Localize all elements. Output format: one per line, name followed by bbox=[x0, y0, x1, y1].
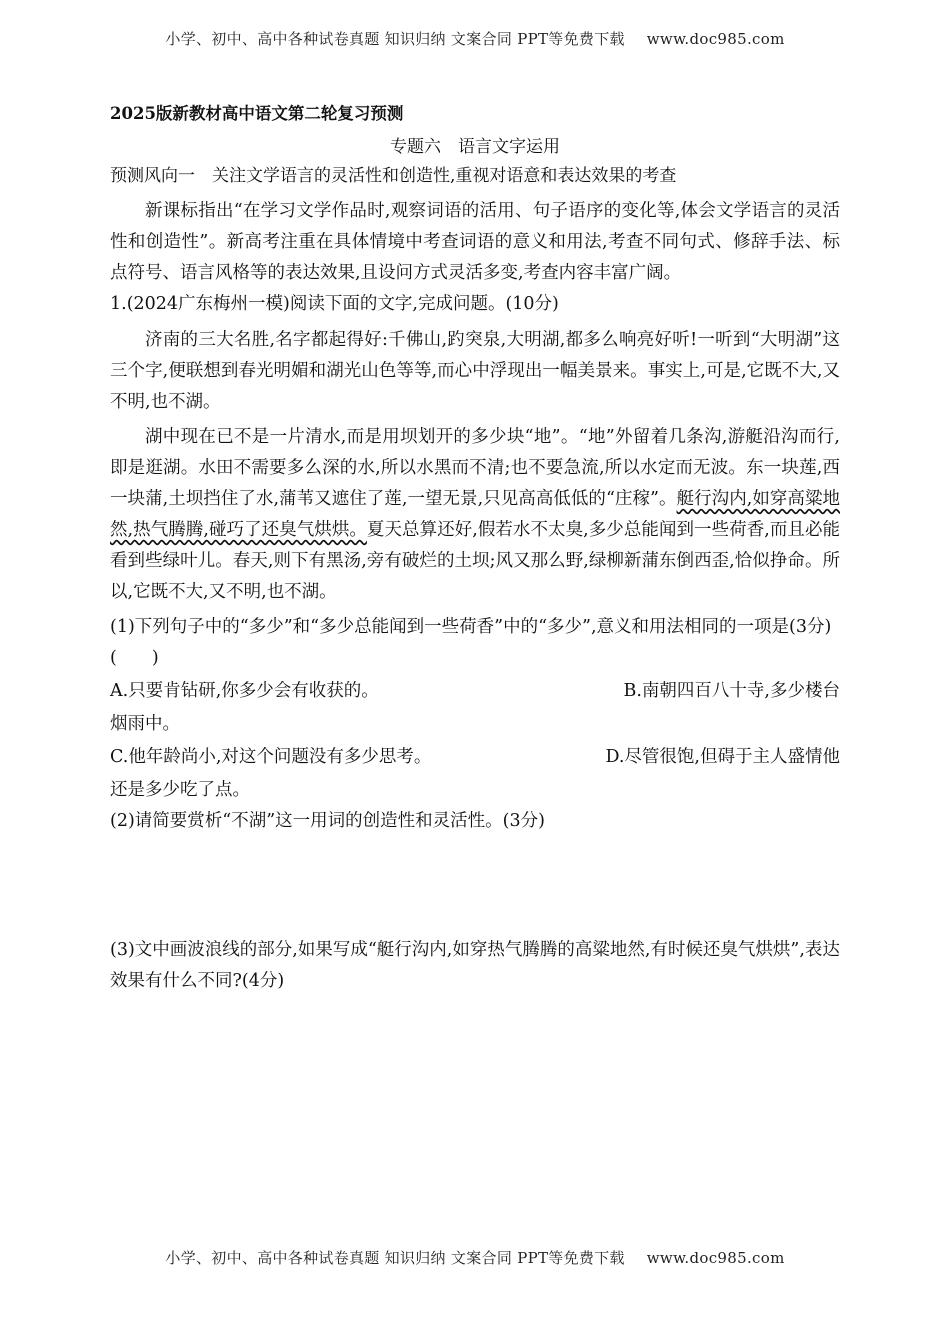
header-site-url[interactable]: www.doc985.com bbox=[646, 30, 785, 48]
passage-paragraph-1: 济南的三大名胜,名字都起得好:千佛山,趵突泉,大明湖,都多么响亮好听!一听到“大明湖”这三个字,便联想到春光明媚和湖光山色等等,而心中浮现出一幅美景来。事实上,可是,它既不大,又不明,也不湖。 bbox=[110, 330, 840, 412]
section-heading: 预测风向一 关注文学语言的灵活性和创造性,重视对语意和表达效果的考查 bbox=[110, 166, 677, 186]
document-title: 2025版新教材高中语文第二轮复习预测 bbox=[110, 104, 404, 123]
sub-question-1: (1)下列句子中的“多少”和“多少总能闻到一些荷香”中的“多少”,意义和用法相同的一项是(3分)( ) bbox=[110, 617, 832, 668]
choice-options bbox=[110, 674, 840, 806]
passage-p2-part-b: 夏天总算还好,假若水不太臭,多少总能闻到一些荷香,而且必能看到些绿叶儿。春天,则下有黑汤,旁有破烂的土坝;风又那么野,绿柳新蒲东倒西歪,恰似挣命。所以,它既不大,又不明,也不湖。 bbox=[110, 520, 841, 602]
option-b[interactable]: B.南朝四百八十寺,多少楼台 bbox=[623, 681, 840, 701]
option-c[interactable]: C.他年龄尚小,对这个问题没有多少思考。 bbox=[110, 747, 432, 767]
wavy-underlined-sentence: 艇行沟内,如穿高粱地然,热气腾腾,碰巧了还臭气烘烘。 bbox=[110, 489, 840, 540]
question-1-stem: 1.(2024广东梅州一模)阅读下面的文字,完成问题。(10分) bbox=[110, 294, 559, 314]
option-d[interactable]: D.尽管很饱,但碍于主人盛情他 bbox=[605, 747, 840, 767]
options-row-ab bbox=[110, 674, 840, 708]
document-body bbox=[110, 102, 840, 997]
page-footer bbox=[0, 1247, 950, 1268]
option-b-continuation: 烟雨中。 bbox=[110, 714, 180, 734]
footer-links-text: 小学、初中、高中各种试卷真题 知识归纳 文案合同 PPT等免费下载 bbox=[165, 1249, 625, 1267]
passage-paragraph-2 bbox=[110, 422, 840, 608]
answer-space-2[interactable] bbox=[110, 837, 840, 935]
options-row-cd bbox=[110, 740, 840, 774]
sub-question-2: (2)请简要赏析“不湖”这一用词的创造性和灵活性。(3分) bbox=[110, 811, 545, 831]
header-links-text: 小学、初中、高中各种试卷真题 知识归纳 文案合同 PPT等免费下载 bbox=[165, 30, 625, 48]
footer-site-url[interactable]: www.doc985.com bbox=[646, 1249, 785, 1267]
sub-question-3: (3)文中画波浪线的部分,如果写成“艇行沟内,如穿热气腾腾的高粱地然,有时候还臭气烘烘”,表达效果有什么不同?(4分) bbox=[110, 940, 840, 991]
option-d-continuation: 还是多少吃了点。 bbox=[110, 780, 250, 800]
passage-p2-part-a: 湖中现在已不是一片清水,而是用坝划开的多少块“地”。“地”外留着几条沟,游艇沿沟而行,即是逛湖。水田不需要多么深的水,所以水黑而不清;也不要急流,所以水定而无波。东一块莲,西一块蒲,土坝挡住了水,蒲苇又遮住了莲,一望无景,只见高高低低的“庄稼”。 bbox=[110, 427, 840, 509]
page-header bbox=[0, 28, 950, 49]
option-a[interactable]: A.只要肯钻研,你多少会有收获的。 bbox=[110, 681, 379, 701]
topic-subtitle: 专题六 语言文字运用 bbox=[390, 137, 560, 157]
reading-passage bbox=[110, 325, 840, 608]
intro-paragraph: 新课标指出“在学习文学作品时,观察词语的活用、句子语序的变化等,体会文学语言的灵活性和创造性”。新高考注重在具体情境中考查词语的意义和用法,考查不同句式、修辞手法、标点符号、语言风格等的表达效果,且设问方式灵活多变,考查内容丰富广阔。 bbox=[110, 201, 840, 283]
